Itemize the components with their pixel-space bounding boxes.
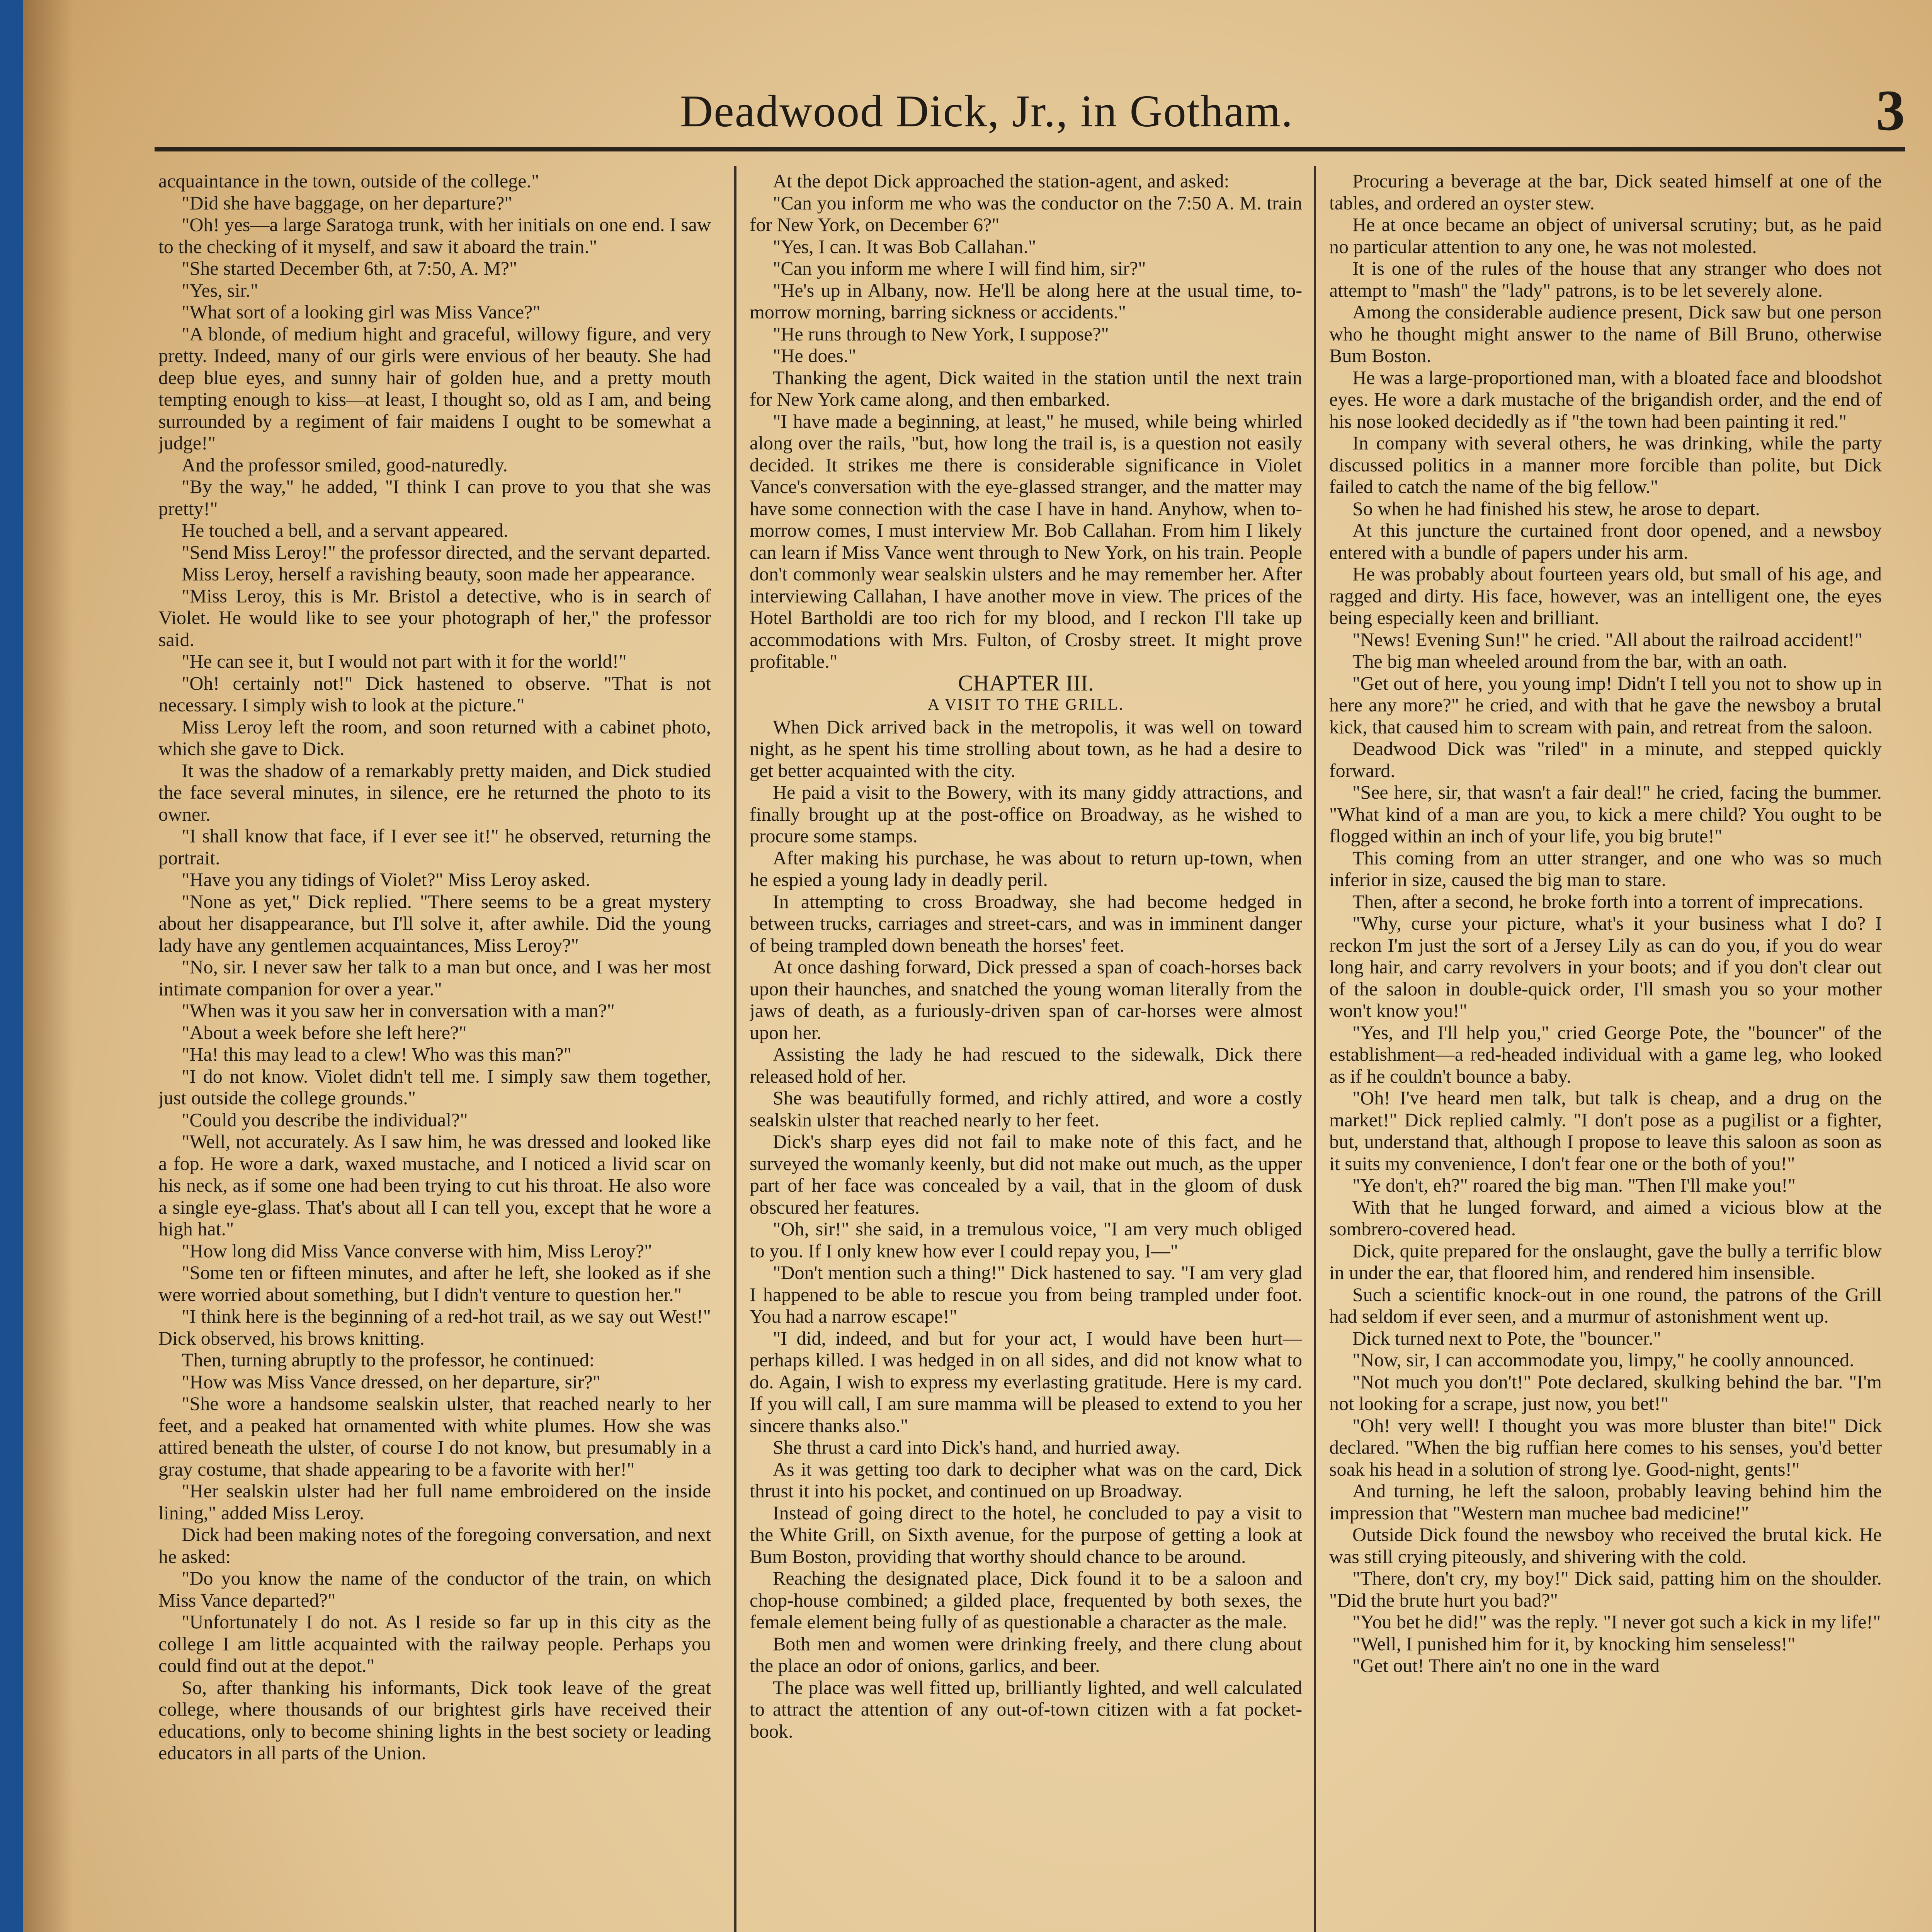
paragraph: "Ye don't, eh?" roared the big man. "Then I'll make you!" [1352,1174,1796,1196]
paragraph: "Send Miss Leroy!" the professor directed, and the servant departed. [182,541,711,563]
paragraph: "News! Evening Sun!" he cried. "All about the railroad accident!" [1352,628,1863,650]
paragraph: Assisting the lady he had rescued to the sidewalk, Dick there released hold of her. [750,1043,1302,1087]
paragraph: So when he had finished his stew, he arose to depart. [1352,497,1760,519]
paragraph: "A blonde, of medium hight and graceful, willowy figure, and very pretty. Indeed, many of our girls were envious of her beauty. She had deep blue eyes, and sunny hair of golden hue, and a pretty mouth tempting enough to kiss—at least, I thought so, old as I am, and being surrounded by a regiment of fair maidens I ought to be somewhat a judge!" [158,323,711,454]
paragraph: "When was it you saw her in conversation with a man?" [182,1000,615,1021]
paragraph: Then, after a second, he broke forth into a torrent of imprecations. [1352,890,1863,912]
paragraph: She thrust a card into Dick's hand, and hurried away. [773,1436,1180,1458]
paragraph: "About a week before she left here?" [182,1021,467,1043]
paragraph: "See here, sir, that wasn't a fair deal!" he cried, facing the bummer. "What kind of a man are you, to kick a mere child? You ought to be flogged within an inch of your life, you big brute!" [1329,781,1882,847]
page-header [155,70,1905,151]
paragraph: "Can you inform me where I will find him, sir?" [773,257,1146,279]
paragraph: "Miss Leroy, this is Mr. Bristol a detective, who is in search of Violet. He would like to see your photograph of her," the professor said. [158,585,711,650]
text-column-2 [750,170,1302,1932]
paragraph: In attempting to cross Broadway, she had become hedged in between trucks, carriages and street-cars, and was in imminent danger of being trampled down beneath the horses' feet. [750,890,1302,956]
paragraph: Outside Dick found the newsboy who received the brutal kick. He was still crying piteously, and shivering with the cold. [1329,1524,1882,1567]
paragraph: "Get out! There ain't no one in the ward [1352,1655,1660,1676]
paragraph: "Her sealskin ulster had her full name embroidered on the inside lining," added Miss Leroy. [158,1480,711,1524]
newspaper-page [23,0,1932,1932]
paragraph: "Oh! yes—a large Saratoga trunk, with her initials on one end. I saw to the checking of it myself, and saw it aboard the train." [158,214,711,257]
paragraph: Miss Leroy, herself a ravishing beauty, soon made her appearance. [182,563,696,585]
paragraph: "I shall know that face, if I ever see it!" he observed, returning the portrait. [158,825,711,869]
paragraph: Then, turning abruptly to the professor, he continued: [182,1349,595,1371]
paragraph: At this juncture the curtained front door opened, and a newsboy entered with a bundle of papers under his arm. [1329,519,1882,563]
paragraph: "How was Miss Vance dressed, on her departure, sir?" [182,1371,601,1393]
paragraph: "He does." [773,345,856,366]
paragraph: "Yes, and I'll help you," cried George Pote, the "bouncer" of the establishment—a red-headed individual with a game leg, who looked as if he couldn't bounce a baby. [1329,1021,1882,1087]
paragraph: When Dick arrived back in the metropolis, it was well on toward night, as he spent his time strolling about town, as he had a desire to get better acquainted with the city. [750,716,1302,781]
paragraph: "Ha! this may lead to a clew! Who was this man?" [182,1043,572,1065]
paragraph: Such a scientific knock-out in one round, the patrons of the Grill had seldom if ever seen, and a murmur of astonishment went up. [1329,1283,1882,1327]
paragraph: "Now, sir, I can accommodate you, limpy," he coolly announced. [1352,1349,1854,1371]
paragraph: It is one of the rules of the house that any stranger who does not attempt to "mash" the "lady" patrons, is to be let severely alone. [1329,257,1882,301]
paragraph: Deadwood Dick was "riled" in a minute, and stepped quickly forward. [1329,738,1882,781]
paragraph: "I do not know. Violet didn't tell me. I simply saw them together, just outside the college grounds." [158,1065,711,1109]
paragraph: "No, sir. I never saw her talk to a man but once, and I was her most intimate companion for over a year." [158,956,711,1000]
paragraph: "He can see it, but I would not part with it for the world!" [182,650,627,672]
paragraph: "None as yet," Dick replied. "There seems to be a great mystery about her disappearance, but I'll solve it, after awhile. Did the young lady have any gentlemen acquaintances, Miss Leroy?" [158,890,711,956]
paragraph: Miss Leroy left the room, and soon returned with a cabinet photo, which she gave to Dick. [158,716,711,759]
paragraph: Reaching the designated place, Dick found it to be a saloon and chop-house combined; a gilded place, frequented by both sexes, the female element being fully of as questionable a character as the male. [750,1567,1302,1633]
paragraph: After making his purchase, he was about to return up-town, when he espied a young lady in deadly peril. [750,847,1302,890]
paragraph: He paid a visit to the Bowery, with its many giddy attractions, and finally brought up at the post-office on Broadway, as he wished to procure some stamps. [750,781,1302,847]
paragraph: Dick, quite prepared for the onslaught, gave the bully a terrific blow in under the ear, that floored him, and rendered him insensible. [1329,1240,1882,1283]
column-rule [1314,166,1316,1932]
paragraph: "Don't mention such a thing!" Dick hastened to say. "I am very glad I happened to be able to rescue you from being trampled under foot. You had a narrow escape!" [750,1262,1302,1327]
paragraph: Dick had been making notes of the foregoing conversation, and next he asked: [158,1524,711,1567]
paragraph: And the professor smiled, good-naturedly. [182,454,508,476]
paragraph: "Well, not accurately. As I saw him, he was dressed and looked like a fop. He wore a dark, waxed mustache, and I noticed a livid scar on his neck, as if some one had been trying to cut his throat. He also wore a single eye-glass. That's about all I can tell you, except that he wore a high hat." [158,1131,711,1240]
paragraph: Dick's sharp eyes did not fail to make note of this fact, and he surveyed the womanly keenly, but did not make out much, as the upper part of her face was concealed by a vail, that in the gloom of dusk obscured her features. [750,1131,1302,1218]
running-title: Deadwood Dick, Jr., in Gotham. [680,86,1294,136]
paragraph: "Do you know the name of the conductor of the train, on which Miss Vance departed?" [158,1567,711,1611]
paragraph: The big man wheeled around from the bar, with an oath. [1352,650,1787,672]
paragraph: "Some ten or fifteen minutes, and after he left, she looked as if she were worried about something, but I didn't venture to question her." [158,1262,711,1305]
paragraph: He was probably about fourteen years old, but small of his age, and ragged and dirty. His face, however, was an intelligent one, the eyes being especially keen and brilliant. [1329,563,1882,628]
page-edge-shadow [23,0,73,1932]
paragraph: In company with several others, he was drinking, while the party discussed politics in a manner more forcible than polite, but Dick failed to catch the name of the big fellow." [1329,432,1882,497]
paragraph: At the depot Dick approached the station-agent, and asked: [773,170,1230,192]
text-column-1 [158,170,711,1932]
paragraph: "Have you any tidings of Violet?" Miss Leroy asked. [182,869,590,890]
paragraph: "There, don't cry, my boy!" Dick said, patting him on the shoulder. "Did the brute hurt you bad?" [1329,1567,1882,1611]
paragraph: He touched a bell, and a servant appeared. [182,519,509,541]
paragraph: "I did, indeed, and but for your act, I would have been hurt—perhaps killed. I was hedged in on all sides, and did not know what to do. Again, I wish to express my everlasting gratitude. Here is my card. If you will call, I am sure mamma will be pleased to extend to you her sincere thanks also." [750,1327,1302,1436]
paragraph: So, after thanking his informants, Dick took leave of the great college, where thousands of our brightest girls have received their educations, only to become shining lights in the best society or leading educators in all parts of the Union. [158,1676,711,1764]
paragraph: "Could you describe the individual?" [182,1109,468,1131]
column-rule [734,166,736,1932]
paragraph: "By the way," he added, "I think I can prove to you that she was pretty!" [158,476,711,519]
paragraph: The place was well fitted up, brilliantly lighted, and well calculated to attract the attention of any out-of-town citizen with a fat pocket-book. [750,1676,1302,1742]
paragraph: At once dashing forward, Dick pressed a span of coach-horses back upon their haunches, and snatched the young woman literally from the jaws of death, as a furiously-driven span of car-horses were almost upon her. [750,956,1302,1043]
paragraph: And turning, he left the saloon, probably leaving behind him the impression that "Western man muchee bad medicine!" [1329,1480,1882,1524]
chapter-subtitle: A VISIT TO THE GRILL. [927,696,1124,714]
column-2-bottom-text [750,716,1302,1742]
paragraph: "She wore a handsome sealskin ulster, that reached nearly to her feet, and a peaked hat ornamented with white plumes. How she was attired beneath the ulster, of course I do not know, but presumably in a gray costume, that shade appearing to be a favorite with her!" [158,1393,711,1480]
paragraph: Both men and women were drinking freely, and there clung about the place an odor of onions, garlics, and beer. [750,1633,1302,1676]
paragraph: "You bet he did!" was the reply. "I never got such a kick in my life!" [1352,1611,1881,1633]
column-2-top-text [750,170,1302,672]
paragraph: "Get out of here, you young imp! Didn't I tell you not to show up in here any more?" he cried, and with that he gave the newsboy a brutal kick, that caused him to scream with pain, and retreat from the saloon. [1329,672,1882,738]
paragraph: Thanking the agent, Dick waited in the station until the next train for New York came along, and then embarked. [750,366,1302,410]
paragraph: "What sort of a looking girl was Miss Vance?" [182,301,541,323]
paragraph: "He runs through to New York, I suppose?" [773,323,1109,345]
paragraph: "Can you inform me who was the conductor on the 7:50 A. M. train for New York, on December 6?" [750,192,1302,235]
paragraph: "How long did Miss Vance converse with him, Miss Leroy?" [182,1240,652,1262]
paragraph: It was the shadow of a remarkably pretty maiden, and Dick studied the face several minutes, in silence, ere he returned the photo to its owner. [158,759,711,825]
paragraph: This coming from an utter stranger, and one who was so much inferior in size, caused the big man to stare. [1329,847,1882,890]
paragraph: With that he lunged forward, and aimed a vicious blow at the sombrero-covered head. [1329,1196,1882,1240]
paragraph: Instead of going direct to the hotel, he concluded to pay a visit to the White Grill, on Sixth avenue, for the purpose of getting a look at Bum Boston, providing that worthy should chance to be around. [750,1502,1302,1567]
paragraph: "Oh, sir!" she said, in a tremulous voice, "I am very much obliged to you. If I only knew how ever I could repay you, I—" [750,1218,1302,1262]
paragraph: "I have made a beginning, at least," he mused, while being whirled along over the rails, "but, how long the trail is, is a question not easily decided. It strikes me there is considerable significance in Violet Vance's conversation with the eye-glassed stranger, and the matter may have some connection with the case I have in hand. Anyhow, when to-morrow comes, I must interview Mr. Bob Callahan. From him I likely can learn if Miss Vance went through to New York, on his train. People don't commonly wear sealskin ulsters and he may remember her. After interviewing Callahan, I have another move in view. The prices of the Hotel Bartholdi are too rich for my blood, and I reckon I'll take up accommodations with Mrs. Fulton, of Crosby street. It might prove profitable." [750,410,1302,672]
paragraph: "Yes, I can. It was Bob Callahan." [773,235,1036,257]
paragraph: "Oh! certainly not!" Dick hastened to observe. "That is not necessary. I simply wish to look at the picture." [158,672,711,716]
paragraph: Dick turned next to Pote, the "bouncer." [1352,1327,1661,1349]
paragraph: He was a large-proportioned man, with a bloated face and bloodshot eyes. He wore a dark mustache of the brigandish order, and the end of his nose looked decidedly as if "the town had been painting it red." [1329,366,1882,432]
paragraph: "She started December 6th, at 7:50, A. M?" [182,257,517,279]
page-number: 3 [1876,78,1905,143]
paragraph: "Oh! I've heard men talk, but talk is cheap, and a drug on the market!" Dick replied calmly. "I don't pose as a pugilist or a fighter, but, understand that, although I propose to leave this saloon as soon as it suits my convenience, I don't fear one or the both of you!" [1329,1087,1882,1174]
paragraph: As it was getting too dark to decipher what was on the card, Dick thrust it into his pocket, and continued on up Broadway. [750,1458,1302,1502]
paragraph: "Why, curse your picture, what's it your business what I do? I reckon I'm just the sort of a Jersey Lily as can do you, if you do wear long hair, and carry revolvers in your boots; and if you don't clear out of the saloon in double-quick order, I'll smash you so your mother won't know you!" [1329,912,1882,1021]
paragraph: "Oh! very well! I thought you was more bluster than bite!" Dick declared. "When the big ruffian here comes to his senses, you'd better soak his head in a solution of strong lye. Good-night, gents!" [1329,1414,1882,1480]
paragraph: Among the considerable audience present, Dick saw but one person who he thought might answer to the name of Bill Bruno, otherwise Bum Boston. [1329,301,1882,366]
paragraph: "He's up in Albany, now. He'll be along here at the usual time, to-morrow morning, barring sickness or accidents." [750,279,1302,323]
paragraph: "Did she have baggage, on her departure?" [182,192,512,214]
paragraph: She was beautifully formed, and richly attired, and wore a costly sealskin ulster that reached nearly to her feet. [750,1087,1302,1131]
paragraph: "Yes, sir." [182,279,259,301]
paragraph: "Well, I punished him for it, by knocking him senseless!" [1352,1633,1796,1655]
chapter-heading: CHAPTER III. [958,670,1094,696]
paragraph: acquaintance in the town, outside of the college." [158,170,539,192]
paragraph: He at once became an object of universal scrutiny; but, as he paid no particular attention to any one, he was not molested. [1329,214,1882,257]
paragraph: "Unfortunately I do not. As I reside so far up in this city as the college I am little acquainted with the railway people. Perhaps you could find out at the depot." [158,1611,711,1676]
paragraph: Procuring a beverage at the bar, Dick seated himself at one of the tables, and ordered an oyster stew. [1329,170,1882,214]
paragraph: "Not much you don't!" Pote declared, skulking behind the bar. "I'm not looking for a scrape, just now, you bet!" [1329,1371,1882,1414]
text-column-3 [1329,170,1882,1932]
paragraph: "I think here is the beginning of a red-hot trail, as we say out West!" Dick observed, his brows knitting. [158,1305,711,1349]
